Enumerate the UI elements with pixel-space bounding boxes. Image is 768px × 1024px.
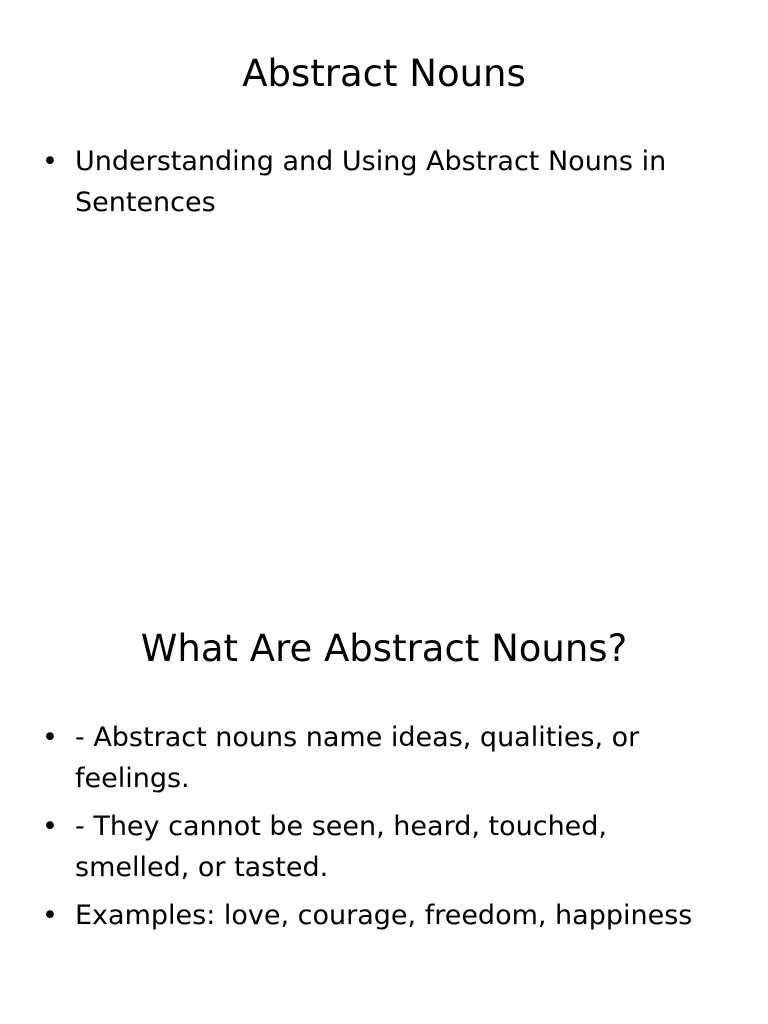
bullet-list <box>38 141 718 230</box>
bullet-list <box>38 717 718 943</box>
bullet-item <box>38 806 718 888</box>
bullet-text: Understanding and Using Abstract Nouns in Sentences <box>75 146 667 218</box>
bullet-text: - They cannot be seen, heard, touched, smelled, or tasted. <box>75 811 608 883</box>
bullet-text: - Abstract nouns name ideas, qualities, or feelings. <box>75 722 640 794</box>
bullet-icon: • <box>42 811 58 842</box>
slide-title: What Are Abstract Nouns? <box>140 627 628 670</box>
bullet-icon: • <box>42 722 58 753</box>
bullet-text: Examples: love, courage, freedom, happiness <box>75 900 693 931</box>
bullet-icon: • <box>42 146 58 177</box>
slide-2 <box>0 576 768 1024</box>
bullet-item <box>38 717 718 799</box>
bullet-item <box>38 895 718 936</box>
bullet-item <box>38 141 718 223</box>
slide-title: Abstract Nouns <box>242 52 526 95</box>
bullet-icon: • <box>42 900 58 931</box>
